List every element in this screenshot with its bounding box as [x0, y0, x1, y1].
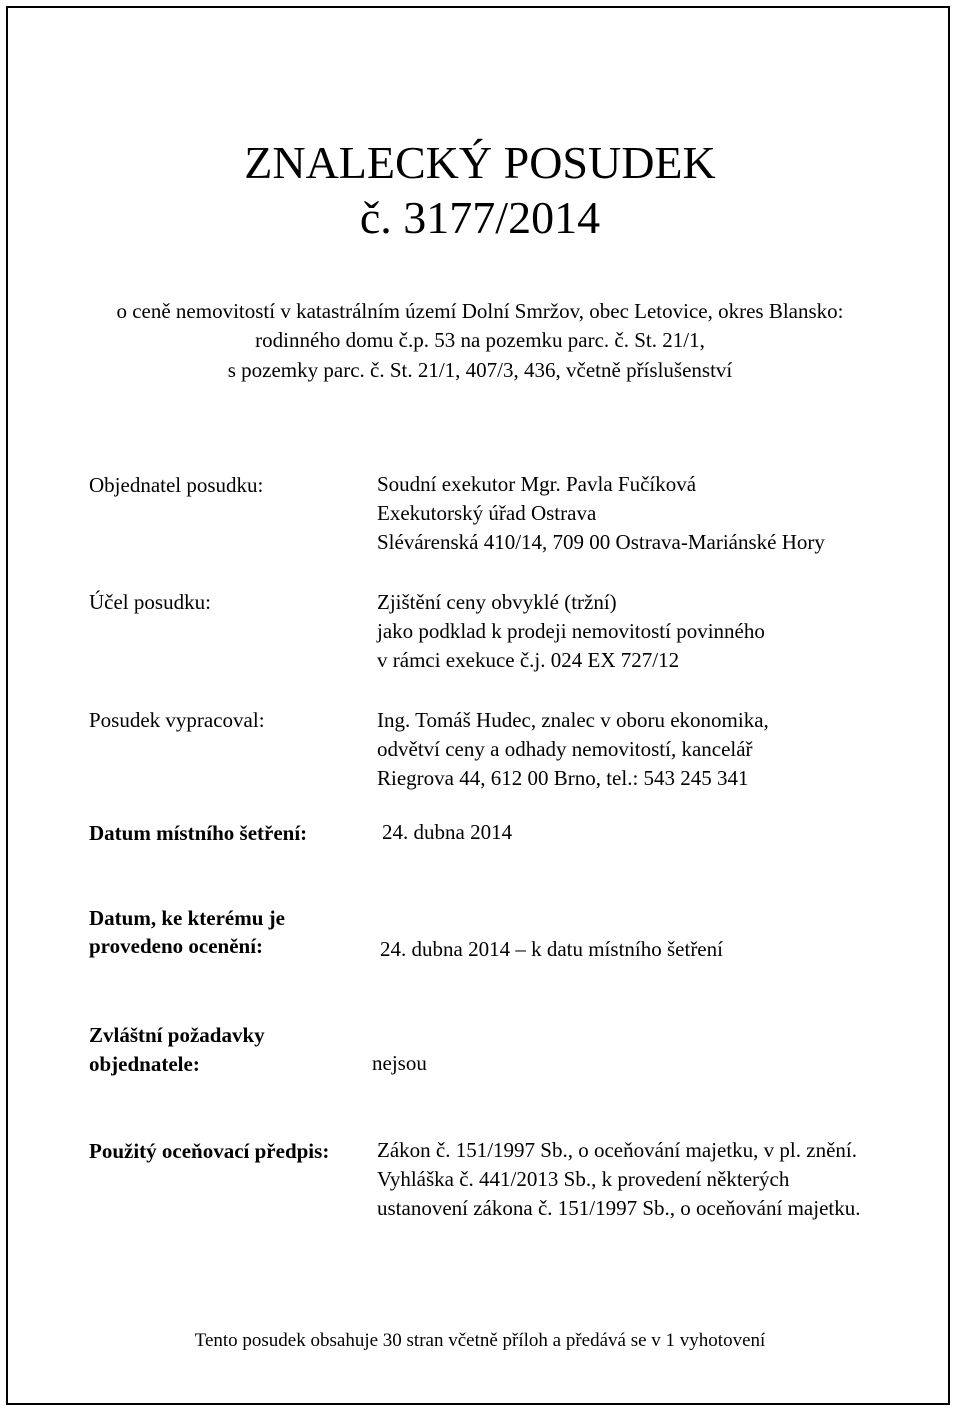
- footer-note: Tento posudek obsahuje 30 stran včetně příloh a předává se v 1 vyhotovení: [194, 1330, 766, 1351]
- valuation-date-label-line-1: Datum, ke kterému je: [89, 906, 285, 930]
- document-title: ZNALECKÝ POSUDEK: [244, 137, 716, 188]
- client-label: Objednatel posudku:: [89, 473, 264, 497]
- client-line: Slévárenská 410/14, 709 00 Ostrava-Mariánské Hory: [377, 530, 825, 554]
- document-number: č. 3177/2014: [359, 192, 601, 243]
- purpose-line: Zjištění ceny obvyklé (tržní): [377, 590, 617, 614]
- inspection-date-label: Datum místního šetření:: [89, 821, 308, 845]
- subtitle-line-3: s pozemky parc. č. St. 21/1, 407/3, 436, včetně příslušenství: [227, 358, 733, 382]
- purpose-line: jako podklad k prodeji nemovitostí povinného: [377, 619, 765, 643]
- client-value: [377, 470, 825, 557]
- valuation-date-value: 24. dubna 2014 – k datu místního šetření: [380, 937, 723, 961]
- regulation-label: Použitý oceňovací předpis:: [89, 1139, 330, 1163]
- author-line: Ing. Tomáš Hudec, znalec v oboru ekonomika,: [377, 708, 769, 732]
- author-line: Riegrova 44, 612 00 Brno, tel.: 543 245 341: [377, 766, 749, 790]
- author-value: [377, 706, 769, 793]
- special-requirements-label-line-2: objednatele:: [89, 1052, 200, 1076]
- special-requirements-label-line-1: Zvláštní požadavky: [89, 1023, 265, 1047]
- client-line: Soudní exekutor Mgr. Pavla Fučíková: [377, 472, 697, 496]
- document-page: [6, 6, 950, 1405]
- purpose-label: Účel posudku:: [89, 590, 211, 614]
- regulation-line: Zákon č. 151/1997 Sb., o oceňování majetku, v pl. znění.: [377, 1138, 857, 1162]
- valuation-date-label-line-2: provedeno ocenění:: [89, 934, 264, 958]
- purpose-value: [377, 588, 765, 675]
- regulation-line: ustanovení zákona č. 151/1997 Sb., o oceňování majetku.: [377, 1196, 861, 1220]
- subtitle-line-1: o ceně nemovitostí v katastrálním území Dolní Smržov, obec Letovice, okres Blansko:: [116, 299, 844, 323]
- special-requirements-value: nejsou: [372, 1051, 427, 1075]
- author-label: Posudek vypracoval:: [89, 708, 265, 732]
- purpose-line: v rámci exekuce č.j. 024 EX 727/12: [377, 648, 680, 672]
- regulation-value: [377, 1136, 860, 1223]
- subtitle-line-2: rodinného domu č.p. 53 na pozemku parc. č. St. 21/1,: [255, 328, 705, 352]
- client-line: Exekutorský úřad Ostrava: [377, 501, 597, 525]
- inspection-date-value: 24. dubna 2014: [382, 820, 513, 844]
- regulation-line: Vyhláška č. 441/2013 Sb., k provedení některých: [377, 1167, 790, 1191]
- author-line: odvětví ceny a odhady nemovitostí, kancelář: [377, 737, 753, 761]
